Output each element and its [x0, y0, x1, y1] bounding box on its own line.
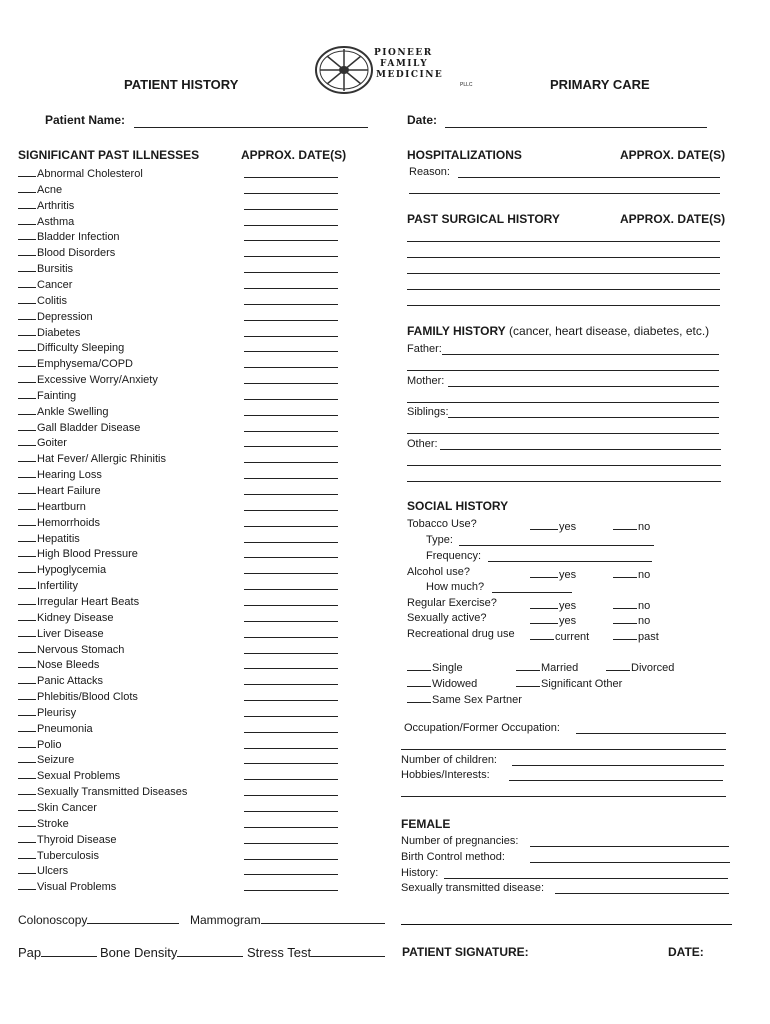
illness-item[interactable] — [18, 641, 124, 656]
illness-date-field[interactable] — [244, 621, 338, 622]
illness-date-field[interactable] — [244, 494, 338, 495]
illness-item[interactable] — [18, 514, 100, 529]
signature-date-label: DATE: — [668, 945, 704, 959]
illness-item[interactable] — [18, 244, 115, 259]
illness-label: Hat Fever/ Allergic Rhinitis — [37, 453, 166, 465]
date-field[interactable] — [445, 127, 707, 128]
illness-checkbox-line[interactable] — [18, 466, 36, 478]
illness-label: Fainting — [37, 390, 77, 402]
children-label: Number of children: — [401, 754, 497, 766]
exercise-label: Regular Exercise? — [407, 597, 497, 609]
status-same-sex[interactable]: Same Sex Partner — [407, 691, 522, 706]
illness-item[interactable] — [18, 466, 102, 481]
illness-item[interactable] — [18, 545, 138, 560]
illness-label: Diabetes — [37, 327, 81, 339]
illness-checkbox-line[interactable] — [18, 165, 36, 177]
logo-line-3: MEDICINE — [376, 70, 444, 80]
illness-item[interactable] — [18, 625, 104, 640]
illness-item[interactable] — [18, 308, 93, 323]
father-field[interactable] — [442, 354, 719, 355]
illness-date-field[interactable] — [244, 653, 338, 654]
sexually-active-yes[interactable]: yes — [530, 612, 576, 627]
illness-label: Bursitis — [37, 263, 74, 275]
frequency-label: Frequency: — [426, 550, 482, 562]
illness-date-field[interactable] — [244, 415, 338, 416]
illness-date-field[interactable] — [244, 177, 338, 178]
family-note: (cancer, heart disease, diabetes, etc.) — [509, 324, 710, 338]
illness-item[interactable] — [18, 609, 113, 624]
illness-date-field[interactable] — [244, 605, 338, 606]
illness-label: Skin Cancer — [37, 802, 97, 814]
illness-label: Ankle Swelling — [37, 406, 109, 418]
illness-checkbox-line[interactable] — [18, 308, 36, 320]
illness-label: Abnormal Cholesterol — [37, 168, 143, 180]
how-much-label: How much? — [426, 581, 485, 593]
illness-date-field[interactable] — [244, 573, 338, 574]
illness-label: Nervous Stomach — [37, 644, 125, 656]
illness-checkbox-line[interactable] — [18, 545, 36, 557]
illness-item[interactable] — [18, 355, 133, 370]
sexually-active-no[interactable]: no — [613, 612, 650, 627]
illness-checkbox-line[interactable] — [18, 577, 36, 589]
birth-control-label: Birth Control method: — [401, 851, 505, 863]
illness-checkbox-line[interactable] — [18, 450, 36, 462]
hobbies-field[interactable] — [509, 780, 723, 781]
siblings-label: Siblings: — [407, 406, 449, 418]
mother-field[interactable] — [448, 386, 719, 387]
illness-label: High Blood Pressure — [37, 548, 138, 560]
bone-density-field[interactable] — [177, 944, 243, 957]
illness-label: Hemorrhoids — [37, 517, 100, 529]
status-single[interactable]: Single — [407, 659, 463, 674]
practice-logo — [314, 44, 479, 96]
stress-test-field[interactable] — [311, 944, 385, 957]
pap-label: Pap — [18, 945, 42, 960]
illness-checkbox-line[interactable] — [18, 355, 36, 367]
illness-item[interactable] — [18, 767, 120, 782]
illness-date-field[interactable] — [244, 732, 338, 733]
surgical-line[interactable] — [407, 273, 720, 274]
illness-date-field[interactable] — [244, 668, 338, 669]
illness-item[interactable] — [18, 403, 109, 418]
mother-label: Mother: — [407, 375, 445, 387]
illness-item[interactable] — [18, 260, 73, 275]
illness-checkbox-line[interactable] — [18, 625, 36, 637]
surgical-heading: PAST SURGICAL HISTORY — [407, 212, 560, 226]
illnesses-heading: SIGNIFICANT PAST ILLNESSES — [18, 148, 200, 162]
pap-field[interactable] — [41, 944, 97, 957]
illness-label: Asthma — [37, 216, 75, 228]
pregnancies-field[interactable] — [530, 846, 729, 847]
illness-item[interactable] — [18, 656, 99, 671]
illness-checkbox-line[interactable] — [18, 751, 36, 763]
occupation-label: Occupation/Former Occupation: — [404, 722, 560, 734]
logo-small-text: PLLC — [460, 82, 473, 88]
hospitalizations-date-heading: APPROX. DATE(S) — [620, 148, 726, 162]
illness-checkbox-line[interactable] — [18, 197, 36, 209]
illness-checkbox-line[interactable] — [18, 276, 36, 288]
bone-density-row — [100, 944, 243, 960]
reason-label: Reason: — [409, 166, 450, 178]
illness-label: Cancer — [37, 279, 73, 291]
other-field[interactable] — [440, 449, 721, 450]
illness-label: Difficulty Sleeping — [37, 342, 125, 354]
type-field[interactable] — [459, 545, 654, 546]
illness-checkbox-line[interactable] — [18, 292, 36, 304]
stress-test-label: Stress Test — [247, 945, 312, 960]
siblings-field[interactable] — [448, 417, 719, 418]
status-married[interactable]: Married — [516, 659, 578, 674]
illness-label: Pneumonia — [37, 723, 93, 735]
occupation-field-2[interactable] — [401, 749, 726, 750]
illness-checkbox-line[interactable] — [18, 514, 36, 526]
title-patient-history: PATIENT HISTORY — [124, 77, 239, 92]
illness-item[interactable] — [18, 276, 72, 291]
illness-checkbox-line[interactable] — [18, 799, 36, 811]
illness-checkbox-line[interactable] — [18, 862, 36, 874]
illness-item[interactable] — [18, 593, 139, 608]
illness-label: Bladder Infection — [37, 231, 120, 243]
illness-date-field[interactable] — [244, 557, 338, 558]
history-label: History: — [401, 867, 439, 879]
illness-label: Heartburn — [37, 501, 86, 513]
illness-date-field[interactable] — [244, 684, 338, 685]
illness-label: Colitis — [37, 295, 67, 307]
illness-label: Seizure — [37, 754, 75, 766]
status-divorced[interactable]: Divorced — [606, 659, 674, 674]
occupation-field[interactable] — [576, 733, 726, 734]
date-label: Date: — [407, 113, 438, 127]
illness-date-field[interactable] — [244, 859, 338, 860]
reason-field-2[interactable] — [409, 193, 720, 194]
illness-item[interactable] — [18, 561, 106, 576]
illness-date-field[interactable] — [244, 748, 338, 749]
illness-checkbox-line[interactable] — [18, 181, 36, 193]
recreational-past[interactable]: past — [613, 628, 659, 643]
illness-checkbox-line[interactable] — [18, 419, 36, 431]
mammogram-label: Mammogram — [190, 913, 261, 927]
illness-date-field[interactable] — [244, 367, 338, 368]
hospitalizations-heading: HOSPITALIZATIONS — [407, 148, 522, 162]
signature-line[interactable] — [401, 924, 732, 925]
tobacco-no[interactable]: no — [613, 518, 650, 533]
illness-checkbox-line[interactable] — [18, 593, 36, 605]
illness-label: Arthritis — [37, 200, 75, 212]
stress-test-row — [247, 944, 385, 960]
how-much-field[interactable] — [492, 592, 572, 593]
alcohol-label: Alcohol use? — [407, 566, 470, 578]
exercise-no[interactable]: no — [613, 597, 650, 612]
illness-label: Phlebitis/Blood Clots — [37, 691, 138, 703]
illness-checkbox-line[interactable] — [18, 736, 36, 748]
exercise-yes[interactable]: yes — [530, 597, 576, 612]
illness-date-field[interactable] — [244, 827, 338, 828]
illness-checkbox-line[interactable] — [18, 672, 36, 684]
illness-checkbox-line[interactable] — [18, 244, 36, 256]
illness-checkbox-line[interactable] — [18, 878, 36, 890]
illness-label: Irregular Heart Beats — [37, 596, 140, 608]
illness-date-field[interactable] — [244, 288, 338, 289]
illness-checkbox-line[interactable] — [18, 498, 36, 510]
illness-date-field[interactable] — [244, 510, 338, 511]
illness-item[interactable] — [18, 197, 74, 212]
illness-label: Liver Disease — [37, 628, 104, 640]
mammogram-field[interactable] — [261, 912, 385, 924]
illness-item[interactable] — [18, 482, 101, 497]
alcohol-yes[interactable]: yes — [530, 566, 576, 581]
illness-label: Gall Bladder Disease — [37, 422, 141, 434]
illness-date-field[interactable] — [244, 446, 338, 447]
illness-item[interactable] — [18, 751, 74, 766]
illness-checkbox-line[interactable] — [18, 815, 36, 827]
illness-label: Ulcers — [37, 865, 69, 877]
illness-checkbox-line[interactable] — [18, 688, 36, 700]
illness-item[interactable] — [18, 878, 116, 893]
illness-item[interactable] — [18, 434, 67, 449]
illness-item[interactable] — [18, 419, 140, 434]
other-field-3[interactable] — [407, 481, 721, 482]
illness-label: Nose Bleeds — [37, 659, 100, 671]
illness-checkbox-line[interactable] — [18, 767, 36, 779]
surgical-line[interactable] — [407, 257, 720, 258]
history-field[interactable] — [444, 878, 728, 879]
illness-checkbox-line[interactable] — [18, 704, 36, 716]
illness-checkbox-line[interactable] — [18, 434, 36, 446]
status-widowed[interactable]: Widowed — [407, 675, 477, 690]
illness-checkbox-line[interactable] — [18, 847, 36, 859]
illness-date-field[interactable] — [244, 272, 338, 273]
illness-item[interactable] — [18, 371, 158, 386]
hobbies-field-2[interactable] — [401, 796, 726, 797]
mammogram-row — [190, 912, 385, 927]
illness-item[interactable] — [18, 736, 61, 751]
other-label: Other: — [407, 438, 438, 450]
illness-checkbox-line[interactable] — [18, 213, 36, 225]
illness-item[interactable] — [18, 165, 143, 180]
father-label: Father: — [407, 343, 442, 355]
illness-label: Excessive Worry/Anxiety — [37, 374, 158, 386]
illness-label: Hypoglycemia — [37, 564, 107, 576]
siblings-field-2[interactable] — [407, 433, 719, 434]
illness-item[interactable] — [18, 815, 69, 830]
birth-control-field[interactable] — [530, 862, 730, 863]
signature-label: PATIENT SIGNATURE: — [402, 945, 529, 959]
illness-date-field[interactable] — [244, 320, 338, 321]
illness-checkbox-line[interactable] — [18, 339, 36, 351]
illness-item[interactable] — [18, 181, 62, 196]
illness-checkbox-line[interactable] — [18, 260, 36, 272]
illness-checkbox-line[interactable] — [18, 482, 36, 494]
illness-checkbox-line[interactable] — [18, 609, 36, 621]
illness-date-field[interactable] — [244, 431, 338, 432]
illness-date-field[interactable] — [244, 874, 338, 875]
recreational-current[interactable]: current — [530, 628, 589, 643]
patient-name-field[interactable] — [134, 127, 368, 128]
illness-checkbox-line[interactable] — [18, 641, 36, 653]
family-heading-row — [407, 324, 709, 338]
logo-line-2: FAMILY — [380, 59, 429, 69]
illness-checkbox-line[interactable] — [18, 656, 36, 668]
social-heading: SOCIAL HISTORY — [407, 499, 509, 513]
std-label: Sexually transmitted disease: — [401, 882, 545, 894]
illness-label: Goiter — [37, 437, 67, 449]
frequency-field[interactable] — [488, 561, 652, 562]
illness-label: Visual Problems — [37, 881, 117, 893]
illness-item[interactable] — [18, 862, 68, 877]
illness-label: Stroke — [37, 818, 69, 830]
illness-label: Tuberculosis — [37, 850, 99, 862]
illness-item[interactable] — [18, 324, 80, 339]
illness-checkbox-line[interactable] — [18, 831, 36, 843]
illness-item[interactable] — [18, 228, 120, 243]
illness-checkbox-line[interactable] — [18, 371, 36, 383]
illness-label: Depression — [37, 311, 93, 323]
illness-item[interactable] — [18, 704, 76, 719]
illness-date-field[interactable] — [244, 383, 338, 384]
illness-date-field[interactable] — [244, 779, 338, 780]
illness-date-field[interactable] — [244, 890, 338, 891]
illness-item[interactable] — [18, 688, 138, 703]
illness-date-field[interactable] — [244, 193, 338, 194]
family-heading: FAMILY HISTORY — [407, 324, 506, 338]
surgical-line[interactable] — [407, 241, 720, 242]
illness-checkbox-line[interactable] — [18, 228, 36, 240]
illness-date-field[interactable] — [244, 526, 338, 527]
illness-item[interactable] — [18, 831, 116, 846]
illness-date-field[interactable] — [244, 256, 338, 257]
illness-label: Sexual Problems — [37, 770, 121, 782]
colonoscopy-row — [18, 912, 179, 927]
illness-item[interactable] — [18, 450, 166, 465]
illness-item[interactable] — [18, 799, 97, 814]
illness-label: Polio — [37, 739, 62, 751]
illness-date-field[interactable] — [244, 336, 338, 337]
type-label: Type: — [426, 534, 453, 546]
illness-date-field[interactable] — [244, 399, 338, 400]
illness-label: Kidney Disease — [37, 612, 114, 624]
illnesses-date-heading: APPROX. DATE(S) — [241, 148, 347, 162]
illness-date-field[interactable] — [244, 795, 338, 796]
tobacco-label: Tobacco Use? — [407, 518, 477, 530]
illness-item[interactable] — [18, 672, 103, 687]
illness-date-field[interactable] — [244, 843, 338, 844]
illness-checkbox-line[interactable] — [18, 324, 36, 336]
illness-label: Thyroid Disease — [37, 834, 117, 846]
illness-date-field[interactable] — [244, 716, 338, 717]
female-heading: FEMALE — [401, 817, 451, 831]
status-significant-other[interactable]: Significant Other — [516, 675, 622, 690]
other-field-2[interactable] — [407, 465, 721, 466]
illness-date-field[interactable] — [244, 351, 338, 352]
illness-item[interactable] — [18, 720, 93, 735]
alcohol-no[interactable]: no — [613, 566, 650, 581]
illness-checkbox-line[interactable] — [18, 403, 36, 415]
surgical-line[interactable] — [407, 305, 720, 306]
hobbies-label: Hobbies/Interests: — [401, 769, 490, 781]
sexually-active-label: Sexually active? — [407, 612, 487, 624]
children-field[interactable] — [512, 765, 724, 766]
illness-checkbox-line[interactable] — [18, 387, 36, 399]
illness-label: Acne — [37, 184, 63, 196]
illness-label: Hepatitis — [37, 533, 80, 545]
illness-item[interactable] — [18, 213, 74, 228]
illness-date-field[interactable] — [244, 225, 338, 226]
illness-label: Blood Disorders — [37, 247, 116, 259]
illness-item[interactable] — [18, 387, 76, 402]
illness-checkbox-line[interactable] — [18, 530, 36, 542]
tobacco-yes[interactable]: yes — [530, 518, 576, 533]
reason-field[interactable] — [458, 177, 720, 178]
illness-date-field[interactable] — [244, 589, 338, 590]
recreational-label: Recreational drug use — [407, 628, 515, 640]
mother-field-2[interactable] — [407, 402, 719, 403]
illness-date-field[interactable] — [244, 240, 338, 241]
patient-name-label: Patient Name: — [45, 113, 126, 127]
pap-row — [18, 944, 97, 960]
illness-label: Sexually Transmitted Diseases — [37, 786, 188, 798]
illness-item[interactable] — [18, 530, 80, 545]
illness-item[interactable] — [18, 783, 187, 798]
logo-line-1: PIONEER — [374, 48, 433, 58]
illness-date-field[interactable] — [244, 478, 338, 479]
illness-item[interactable] — [18, 847, 99, 862]
illness-item[interactable] — [18, 292, 67, 307]
illness-date-field[interactable] — [244, 462, 338, 463]
illness-date-field[interactable] — [244, 209, 338, 210]
illness-label: Infertility — [37, 580, 78, 592]
illness-label: Pleurisy — [37, 707, 77, 719]
colonoscopy-label: Colonoscopy — [18, 913, 88, 927]
illness-label: Heart Failure — [37, 485, 101, 497]
illness-date-field[interactable] — [244, 304, 338, 305]
illness-item[interactable] — [18, 498, 86, 513]
illness-date-field[interactable] — [244, 811, 338, 812]
illness-checkbox-line[interactable] — [18, 561, 36, 573]
illness-label: Hearing Loss — [37, 469, 102, 481]
illness-label: Panic Attacks — [37, 675, 104, 687]
surgical-date-heading: APPROX. DATE(S) — [620, 212, 726, 226]
illness-label: Emphysema/COPD — [37, 358, 133, 370]
wagon-wheel-icon — [314, 44, 374, 96]
title-primary-care: PRIMARY CARE — [550, 77, 650, 92]
illness-checkbox-line[interactable] — [18, 783, 36, 795]
illness-item[interactable] — [18, 339, 124, 354]
surgical-line[interactable] — [407, 289, 720, 290]
illness-date-field[interactable] — [244, 700, 338, 701]
father-field-2[interactable] — [407, 370, 719, 371]
bone-density-label: Bone Density — [100, 945, 178, 960]
illness-checkbox-line[interactable] — [18, 720, 36, 732]
illness-item[interactable] — [18, 577, 78, 592]
std-field[interactable] — [555, 893, 729, 894]
colonoscopy-field[interactable] — [87, 912, 179, 924]
illness-date-field[interactable] — [244, 542, 338, 543]
illness-date-field[interactable] — [244, 637, 338, 638]
pregnancies-label: Number of pregnancies: — [401, 835, 519, 847]
illness-date-field[interactable] — [244, 763, 338, 764]
